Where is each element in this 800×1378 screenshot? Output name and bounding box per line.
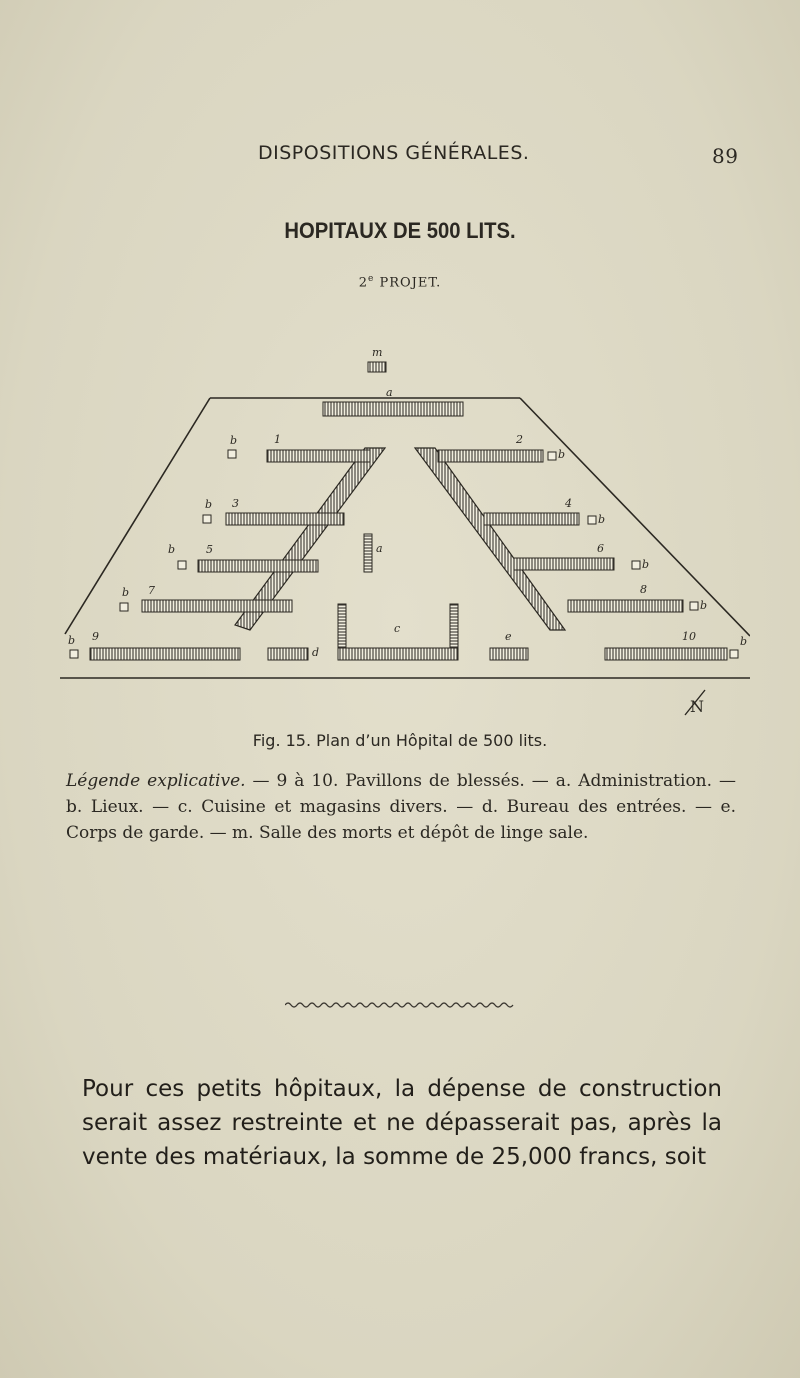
section-heading: HOPITAUX DE 500 LITS. bbox=[284, 218, 516, 243]
svg-text:b: b bbox=[558, 448, 566, 461]
body-paragraph: Pour ces petits hôpitaux, la dépense de construction serait assez restreinte et ne dépasserait pas, après la vente des matériaux, la somme de 25,000 francs, soit bbox=[82, 1076, 722, 1170]
label-a-center: a bbox=[376, 542, 383, 555]
legend-paragraph bbox=[66, 768, 736, 846]
pavilion-10 bbox=[605, 648, 727, 660]
legend-text: — 9 à 10. Pavillons de blessés. — a. Administration. — b. Lieux. — c. Cuisine et magasins divers. — d. Bureau des entrées. — e. Corps de garde. — m. Salle des morts et dépôt de linge sale. bbox=[66, 771, 736, 843]
subheading-text: PROJET. bbox=[379, 275, 442, 291]
label-d: d bbox=[312, 646, 320, 659]
label-pavilion-8: 8 bbox=[640, 583, 647, 596]
label-e: e bbox=[505, 630, 512, 643]
mortuary-building bbox=[368, 362, 386, 372]
running-head-title: DISPOSITIONS GÉNÉRALES. bbox=[258, 142, 530, 164]
pavilion-9 bbox=[90, 648, 240, 660]
svg-text:b: b bbox=[168, 543, 176, 556]
label-pavilion-5: 5 bbox=[206, 543, 213, 556]
label-pavilion-3: 3 bbox=[232, 497, 239, 510]
subheading-ordinal-sup: e bbox=[368, 274, 375, 284]
right-pavilions bbox=[438, 450, 727, 660]
left-pavilions bbox=[90, 450, 370, 660]
pavilion-6 bbox=[514, 558, 614, 570]
svg-text:b: b bbox=[122, 586, 130, 599]
hospital-plan-figure bbox=[60, 340, 750, 760]
svg-text:b: b bbox=[205, 498, 213, 511]
pavilion-1 bbox=[267, 450, 370, 462]
label-pavilion-10: 10 bbox=[682, 630, 696, 643]
svg-text:b: b bbox=[700, 599, 708, 612]
legend-lead: Légende explicative. bbox=[66, 771, 246, 791]
label-a-top: a bbox=[386, 386, 393, 399]
label-pavilion-1: 1 bbox=[274, 433, 281, 446]
label-pavilion-2: 2 bbox=[516, 433, 523, 446]
subheading-ordinal: 2 bbox=[358, 275, 368, 291]
svg-text:N: N bbox=[690, 697, 704, 716]
pavilion-4 bbox=[484, 513, 579, 525]
guard-house bbox=[490, 648, 528, 660]
pavilion-5 bbox=[198, 560, 318, 572]
label-pavilion-9: 9 bbox=[92, 630, 99, 643]
administration-building bbox=[323, 402, 463, 416]
pavilion-3 bbox=[226, 513, 344, 525]
orientation-mark bbox=[685, 690, 705, 716]
label-pavilion-4: 4 bbox=[565, 497, 572, 510]
label-c: c bbox=[394, 622, 401, 635]
label-pavilion-6: 6 bbox=[597, 542, 604, 555]
pavilion-8 bbox=[568, 600, 683, 612]
site-boundary bbox=[60, 398, 750, 678]
svg-text:b: b bbox=[642, 558, 650, 571]
svg-text:b: b bbox=[740, 635, 748, 648]
subheading bbox=[0, 274, 800, 290]
latrine-labels bbox=[68, 434, 747, 648]
svg-text:b: b bbox=[68, 634, 76, 647]
pavilion-2 bbox=[438, 450, 543, 462]
svg-text:b: b bbox=[598, 513, 606, 526]
page-number: 89 bbox=[712, 144, 739, 168]
pavilion-7 bbox=[142, 600, 292, 612]
entrance-office bbox=[268, 648, 308, 660]
label-pavilion-7: 7 bbox=[148, 584, 155, 597]
figure-caption: Fig. 15. Plan d’un Hôpital de 500 lits. bbox=[252, 731, 548, 750]
label-m: m bbox=[372, 346, 383, 359]
ornamental-rule bbox=[285, 1000, 515, 1010]
svg-text:b: b bbox=[230, 434, 238, 447]
central-administration bbox=[364, 534, 372, 572]
